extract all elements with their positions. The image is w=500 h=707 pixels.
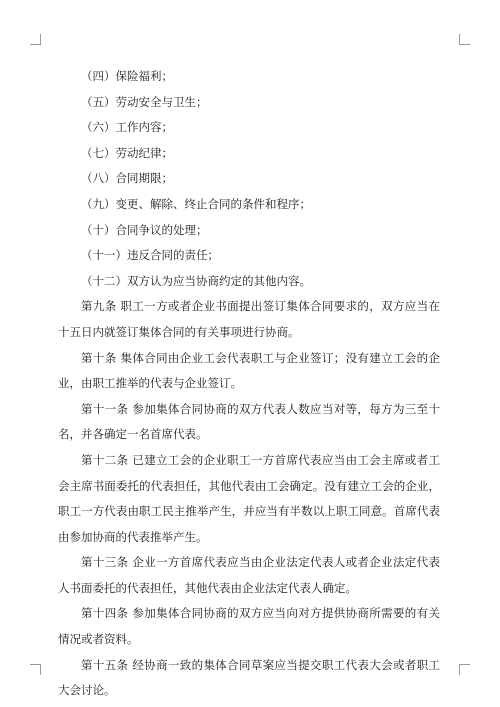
list-item: （十二）双方认为应当协商约定的其他内容。 — [81, 273, 311, 288]
article-14-paragraph: 第十四条 参加集体合同协商的双方应当向对方提供协商所需要的有关情况或者资料。 — [58, 606, 440, 647]
list-item: （十）合同争议的处理； — [81, 222, 208, 237]
list-item: （五）劳动安全与卫生； — [81, 94, 208, 109]
list-item: （八）合同期限； — [81, 171, 173, 186]
article-12-paragraph: 第十二条 已建立工会的企业职工一方首席代表应当由工会主席或者工会主席书面委托的代表担任，其他代表由工会确定。没有建立工会的企业，职工一方代表由职工民主推举产生，并应当有半数以上职工同意。首席代表由参加协商的代表推举产生。 — [58, 452, 440, 544]
list-item: （四）保险福利； — [81, 69, 173, 83]
list-item: （七）劳动纪律； — [81, 145, 173, 160]
article-11-paragraph: 第十一条 参加集体合同协商的双方代表人数应当对等，每方为三至十名，并各确定一名首席代表。 — [58, 401, 440, 442]
list-item: （十一）违反合同的责任； — [81, 248, 219, 263]
article-15-paragraph: 第十五条 经协商一致的集体合同草案应当提交职工代表大会或者职工大会讨论。 — [58, 657, 440, 698]
crop-mark-top-left — [30, 34, 41, 45]
list-item: （九）变更、解除、终止合同的条件和程序； — [81, 196, 311, 211]
article-10-paragraph: 第十条 集体合同由企业工会代表职工与企业签订；没有建立工会的企业，由职工推举的代表与企业签订。 — [58, 350, 440, 391]
article-9-paragraph: 第九条 职工一方或者企业书面提出签订集体合同要求的，双方应当在十五日内就签订集体合同的有关事项进行协商。 — [58, 299, 440, 339]
article-13-paragraph: 第十三条 企业一方首席代表应当由企业法定代表人或者企业法定代表人书面委托的代表担任，其他代表由企业法定代表人确定。 — [58, 555, 440, 595]
crop-mark-bottom-left — [30, 664, 41, 675]
crop-mark-bottom-right — [459, 664, 470, 675]
document-body — [58, 64, 440, 704]
list-item: （六）工作内容； — [81, 120, 173, 135]
crop-mark-top-right — [459, 34, 470, 45]
